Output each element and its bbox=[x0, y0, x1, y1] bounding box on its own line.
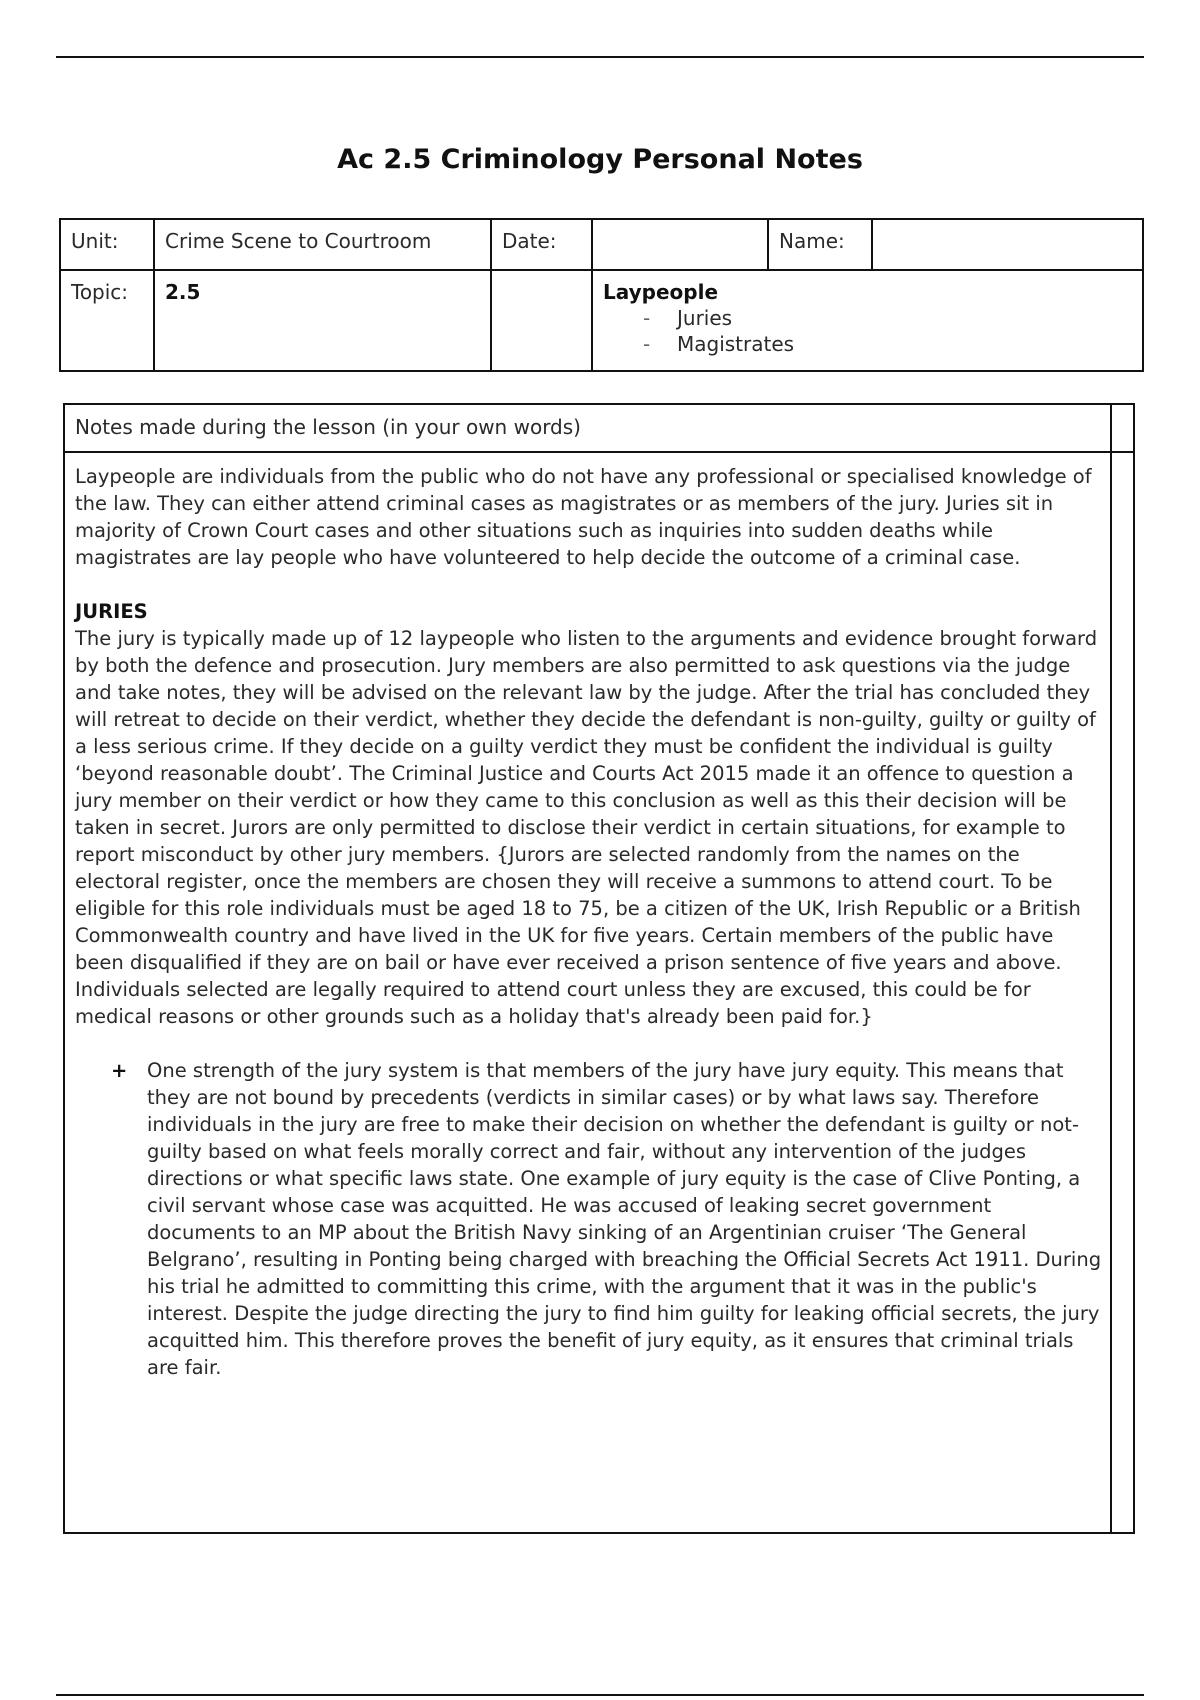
subtopic-label: Juries bbox=[677, 306, 733, 330]
subtopic-item bbox=[643, 331, 1132, 357]
unit-label: Unit: bbox=[60, 219, 154, 270]
info-row-unit bbox=[60, 219, 1143, 270]
info-row-topic bbox=[60, 270, 1143, 371]
info-table bbox=[59, 218, 1144, 372]
strengths-list bbox=[75, 1057, 1103, 1381]
juries-heading: JURIES bbox=[75, 600, 148, 623]
topic-title: Laypeople bbox=[603, 280, 719, 304]
date-field[interactable] bbox=[592, 219, 768, 270]
name-label: Name: bbox=[768, 219, 872, 270]
dash-bullet: - bbox=[643, 332, 651, 356]
top-rule bbox=[56, 56, 1144, 58]
subtopic-list bbox=[603, 305, 1132, 357]
notes-body bbox=[75, 463, 1103, 1381]
topic-value: 2.5 bbox=[154, 270, 491, 371]
topic-details bbox=[592, 270, 1143, 371]
bottom-rule bbox=[56, 1694, 1144, 1696]
date-label: Date: bbox=[491, 219, 592, 270]
unit-value: Crime Scene to Courtroom bbox=[154, 219, 491, 270]
empty-cell bbox=[491, 270, 592, 371]
page-title: Ac 2.5 Criminology Personal Notes bbox=[337, 144, 863, 175]
subtopic-label: Magistrates bbox=[677, 332, 795, 356]
list-item bbox=[111, 1057, 1103, 1381]
notes-header-divider bbox=[1110, 451, 1135, 453]
strength-text: One strength of the jury system is that members of the jury have jury equity. This means that they are not bound by precedents (verdicts in similar cases) or by what laws say. Therefore individuals in the jury are free to make their decision on whether the defendant is guilty or not-guilty based on what feels morally correct and fair, without any intervention of the judges directions or what specific laws state. One example of jury equity is the case of Clive Ponting, a civil servant whose case was acquitted. He was accused of leaking secret government documents to an MP about the British Navy sinking of an Argentinian cruiser ‘The General Belgrano’, resulting in Ponting being charged with breaching the Official Secrets Act 1911. During his trial he admitted to committing this crime, with the argument that it was in the public's interest. Despite the judge directing the jury to find him guilty for leaking official secrets, the jury acquitted him. This therefore proves the benefit of jury equity, as it ensures that criminal trials are fair. bbox=[147, 1059, 1102, 1379]
notes-margin-divider bbox=[1110, 405, 1112, 1532]
dash-bullet: - bbox=[643, 306, 651, 330]
notes-header: Notes made during the lesson (in your own words) bbox=[65, 405, 1110, 453]
notes-box bbox=[63, 403, 1135, 1534]
subtopic-item bbox=[643, 305, 1132, 331]
topic-label: Topic: bbox=[60, 270, 154, 371]
juries-paragraph: The jury is typically made up of 12 laypeople who listen to the arguments and evidence brought forward by both the defence and prosecution. Jury members are also permitted to ask questions via the judge and take notes, they will be advised on the relevant law by the judge. After the trial has concluded they will retreat to decide on their verdict, whether they decide the defendant is non-guilty, guilty or guilty of a less serious crime. If they decide on a guilty verdict they must be confident the individual is guilty ‘beyond reasonable doubt’. The Criminal Justice and Courts Act 2015 made it an offence to question a jury member on their verdict or how they came to this conclusion as well as this their decision will be taken in secret. Jurors are only permitted to disclose their verdict in certain situations, for example to report misconduct by other jury members. {Jurors are selected randomly from the names on the electoral register, once the members are chosen they will receive a summons to attend court. To be eligible for this role individuals must be aged 18 to 75, be a citizen of the UK, Irish Republic or a British Commonwealth country and have lived in the UK for five years. Certain members of the public have been disqualified if they are on bail or have ever received a prison sentence of five years and above. Individuals selected are legally required to attend court unless they are excused, this could be for medical reasons or other grounds such as a holiday that's already been paid for.} bbox=[75, 627, 1098, 1028]
name-field[interactable] bbox=[872, 219, 1143, 270]
intro-paragraph: Laypeople are individuals from the public who do not have any professional or specialised knowledge of the law. They can either attend criminal cases as magistrates or as members of the jury. Juries sit in majority of Crown Court cases and other situations such as inquiries into sudden deaths while magistrates are lay people who have volunteered to help decide the outcome of a criminal case. bbox=[75, 465, 1092, 569]
plus-bullet-icon: + bbox=[111, 1059, 128, 1082]
